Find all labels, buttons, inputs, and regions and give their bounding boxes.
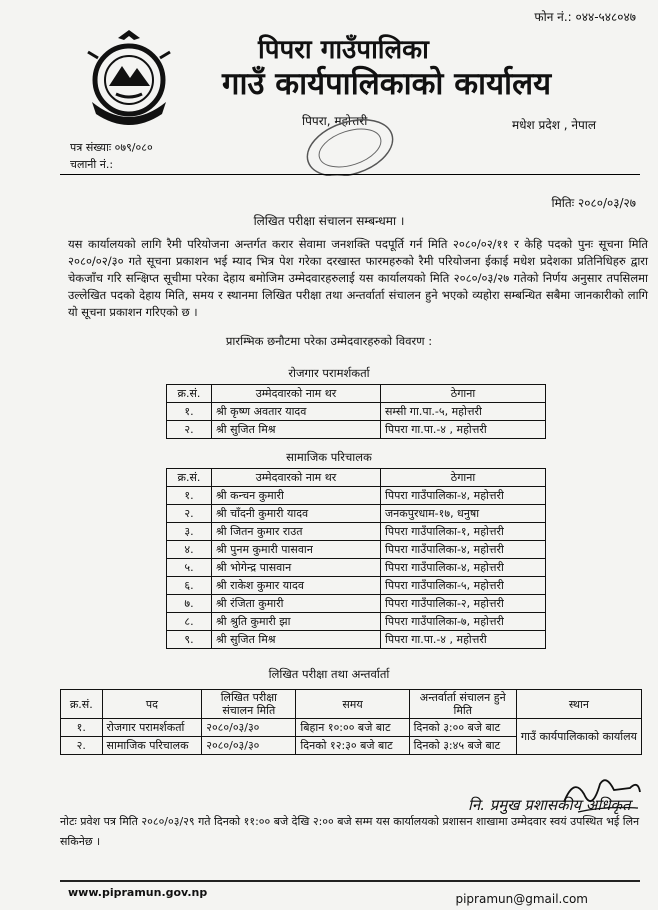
cell-serial: ९.	[167, 631, 212, 649]
table-row	[167, 421, 546, 439]
phone-number: फोन नं.: ०४४-५४८०४७	[534, 10, 636, 24]
table-header-row	[167, 385, 546, 403]
table-row	[167, 631, 546, 649]
table1-caption: रोजगार परामर्शकर्ता	[288, 366, 370, 380]
cell-serial: २.	[167, 421, 212, 439]
col-time: समय	[296, 690, 409, 719]
cell-name: श्री कन्चन कुमारी	[212, 487, 381, 505]
table-row	[167, 613, 546, 631]
cell-address: सम्सी गा.पा.-५, महोत्तरी	[381, 403, 546, 421]
subject-line: लिखित परीक्षा संचालन सम्बन्धमा ।	[253, 214, 405, 228]
cell-serial: ३.	[167, 523, 212, 541]
cell-address: पिपरा गाउँपालिका-४, महोत्तरी	[381, 487, 546, 505]
social-mobilizer-table	[166, 468, 546, 649]
cell-serial: ४.	[167, 541, 212, 559]
table-row	[167, 559, 546, 577]
shortlist-heading: प्रारम्भिक छनौटमा परेका उम्मेदवारहरुको विवरण :	[225, 334, 433, 348]
cell-name: श्री रंजिता कुमारी	[212, 595, 381, 613]
cell-name: श्री कृष्ण अवतार यादव	[212, 403, 381, 421]
cell-serial: ५.	[167, 559, 212, 577]
table-row	[167, 523, 546, 541]
cell-name: श्री सुजित मिश्र	[212, 631, 381, 649]
cell-post: सामाजिक परिचालक	[102, 737, 202, 755]
cell-address: पिपरा गाउँपालिका-५, महोत्तरी	[381, 577, 546, 595]
col-name: उम्मेदवारको नाम थर	[212, 385, 381, 403]
header-divider	[60, 174, 640, 175]
cell-interview-time: दिनको ३:४५ बजे बाट	[409, 737, 516, 755]
table-row	[167, 487, 546, 505]
table-row	[167, 505, 546, 523]
admission-card-note: नोटः प्रवेश पत्र मिति २०८०/०३/२९ गते दिनको ११:०० बजे देखि २:०० बजे सम्म यस कार्यालयको प्रशासन शाखामा उम्मेदवार स्वयं उपस्थित भई लिन सकिनेछ ।	[60, 815, 640, 848]
cell-name: श्री राकेश कुमार यादव	[212, 577, 381, 595]
office-location: पिपरा, महोत्तरी	[302, 114, 368, 128]
cell-serial: १.	[61, 719, 103, 737]
col-serial: क्र.सं.	[61, 690, 103, 719]
cell-serial: ८.	[167, 613, 212, 631]
cell-exam-date: २०८०/०३/३०	[202, 737, 296, 755]
cell-venue: गाउँ कार्यपालिकाको कार्यालय	[516, 719, 641, 755]
cell-address: पिपरा गाउँपालिका-७, महोत्तरी	[381, 613, 546, 631]
table-row	[167, 541, 546, 559]
table-header-row	[167, 469, 546, 487]
table2-caption: सामाजिक परिचालक	[286, 450, 372, 464]
reference-number: पत्र संख्याः ०७९/०८०	[70, 141, 153, 154]
cell-address: पिपरा गाउँपालिका-२, महोत्तरी	[381, 595, 546, 613]
cell-interview-time: दिनको ३:०० बजे बाट	[409, 719, 516, 737]
table-row	[167, 595, 546, 613]
cell-address: पिपरा गाउँपालिका-४, महोत्तरी	[381, 559, 546, 577]
notice-date: मितिः २०८०/०३/२७	[551, 196, 636, 210]
cell-serial: २.	[61, 737, 103, 755]
cell-name: श्री पुनम कुमारी पासवान	[212, 541, 381, 559]
cell-time: बिहान १०:०० बजे बाट	[296, 719, 409, 737]
office-seal-stamp	[300, 118, 398, 176]
table-header-row	[61, 690, 642, 719]
municipality-name: पिपरा गाउँपालिका	[258, 35, 429, 65]
email-link[interactable]: pipramun@gmail.com	[455, 892, 588, 906]
table-row	[61, 719, 642, 737]
cell-address: जनकपुरधाम-१७, धनुषा	[381, 505, 546, 523]
col-serial: क्र.सं.	[167, 385, 212, 403]
col-address: ठेगाना	[381, 385, 546, 403]
col-post: पद	[102, 690, 202, 719]
dispatch-number: चलानी नं.:	[70, 158, 114, 171]
office-title: गाउँ कार्यपालिकाको कार्यालय	[222, 66, 552, 102]
table-row	[167, 403, 546, 421]
cell-name: श्री सुजित मिश्र	[212, 421, 381, 439]
col-serial: क्र.सं.	[167, 469, 212, 487]
cell-address: पिपरा गा.पा.-४ , महोत्तरी	[381, 631, 546, 649]
col-name: उम्मेदवारको नाम थर	[212, 469, 381, 487]
cell-name: श्री श्रुति कुमारी झा	[212, 613, 381, 631]
cell-serial: २.	[167, 505, 212, 523]
col-address: ठेगाना	[381, 469, 546, 487]
exam-schedule-table	[60, 689, 642, 755]
cell-exam-date: २०८०/०३/३०	[202, 719, 296, 737]
notice-body: यस कार्यालयको लागि रैमी परियोजना अन्तर्गत करार सेवामा जनशक्ति पदपूर्ति गर्न मिति २०८०/०२/११ र केहि पदको पुनः सूचना मिति २०८०/०२/३० गते सूचना प्रकाशन भई म्याद भित्र पेश गरेका दरखास्त फारमहरुको रैमी परियोजना ईकाई मधेश प्रदेशका प्रतिनिधिहरु द्वारा चेकजाँच गरि सन्क्षिप्त सूचीमा परेका देहाय बमोजिम उम्मेदवारहरुलाई यस कार्यालयको मिति २०८०/०३/२७ गतेको निर्णय अनुसार तपसिलमा उल्लेखित पदको देहाय मिति, समय र स्थानमा लिखित परीक्षा तथा अन्तर्वार्ता संचालन हुने भएको व्यहोरा सम्बन्धित सबैमा जानकारीको लागि यो सूचना प्रकाशन गरिएको छ ।	[68, 237, 648, 319]
cell-serial: १.	[167, 403, 212, 421]
employment-counselor-table	[166, 384, 546, 439]
cell-address: पिपरा गाउँपालिका-४, महोत्तरी	[381, 541, 546, 559]
footer-divider	[60, 880, 640, 882]
cell-time: दिनको १२:३० बजे बाट	[296, 737, 409, 755]
nepal-government-emblem-icon	[74, 28, 184, 128]
signatory-title: नि. प्रमुख प्रशासकीय अधिकृत	[468, 796, 631, 814]
cell-name: श्री भोगेन्द्र पासवान	[212, 559, 381, 577]
col-exam-date: लिखित परीक्षा संचालन मिति	[202, 690, 296, 719]
table-row	[167, 577, 546, 595]
cell-name: श्री चाँदनी कुमारी यादव	[212, 505, 381, 523]
cell-serial: १.	[167, 487, 212, 505]
cell-serial: ७.	[167, 595, 212, 613]
province-label: मधेश प्रदेश , नेपाल	[512, 118, 597, 132]
table3-caption: लिखित परीक्षा तथा अन्तर्वार्ता	[268, 667, 390, 681]
website-link[interactable]: www.pipramun.gov.np	[68, 886, 208, 899]
cell-name: श्री जितन कुमार राउत	[212, 523, 381, 541]
cell-address: पिपरा गा.पा.-४ , महोत्तरी	[381, 421, 546, 439]
cell-post: रोजगार परामर्शकर्ता	[102, 719, 202, 737]
col-interview-date: अन्तर्वार्ता संचालन हुने मिति	[409, 690, 516, 719]
cell-serial: ६.	[167, 577, 212, 595]
col-venue: स्थान	[516, 690, 641, 719]
cell-address: पिपरा गाउँपालिका-१, महोत्तरी	[381, 523, 546, 541]
